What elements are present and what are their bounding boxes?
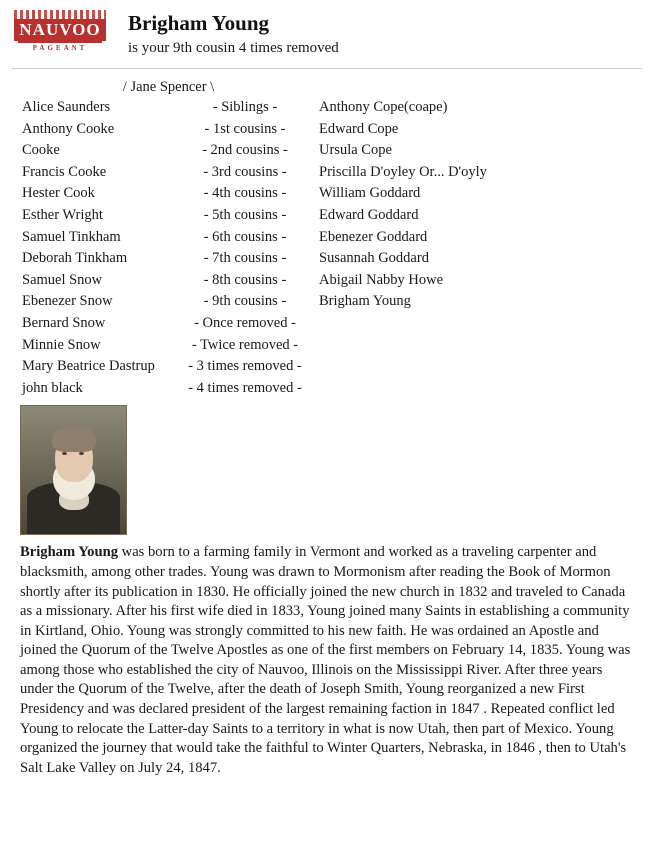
portrait-of-brigham-young — [20, 405, 127, 535]
relationship-row — [0, 119, 654, 141]
ancestor-name-left: Ebenezer Snow — [22, 293, 113, 310]
relationship-degree-label: - 4th cousins - — [203, 185, 287, 202]
ancestor-name-left: Minnie Snow — [22, 336, 101, 353]
relationship-chart-header — [0, 77, 654, 97]
relationship-row — [0, 335, 654, 357]
relationship-summary: is your 9th cousin 4 times removed — [128, 40, 339, 56]
relationship-degree-label: - 5th cousins - — [203, 206, 287, 223]
ancestor-name-left: Deborah Tinkham — [22, 250, 128, 267]
page-header — [0, 0, 654, 62]
relationship-degree-label: - 9th cousins - — [203, 293, 287, 310]
relationship-row — [0, 227, 654, 249]
ancestor-name-left: Esther Wright — [22, 206, 103, 223]
ancestor-name-left: john black — [22, 379, 83, 396]
relationship-row — [0, 291, 654, 313]
relationship-degree-label: - Siblings - — [212, 99, 278, 115]
relationship-degree-label: - Once removed - — [194, 314, 296, 331]
relationship-row — [0, 183, 654, 205]
relationship-row — [0, 356, 654, 378]
ancestor-name-left: Samuel Snow — [22, 271, 103, 288]
page-title: Brigham Young — [128, 11, 270, 35]
logo-stripes — [14, 10, 106, 19]
ancestor-name-right: Anthony Cope(coape) — [319, 99, 448, 115]
relationship-row — [0, 205, 654, 227]
title-block — [128, 8, 339, 59]
relationship-row — [0, 97, 654, 119]
ancestor-name-right: Ursula Cope — [319, 142, 392, 159]
ancestor-name-right: Ebenezer Goddard — [319, 228, 428, 245]
ancestor-name-left: Samuel Tinkham — [22, 228, 121, 245]
nauvoo-pageant-logo — [14, 10, 106, 56]
ancestor-name-right: Brigham Young — [319, 293, 411, 310]
biography-body: was born to a farming family in Vermont and worked as a traveling carpenter and blacksmith, among other trades. Young was drawn to Mormonism after reading the Book of Mormon shortly after its publication in 1830. He officially joined the new church in 1832 and traveled to Canada as a missionary. After his first wife died in 1833, Young joined many Saints in establishing a community in Kirtland, Ohio. Young was strongly committed to his new faith. He was ordained an Apostle and joined the Quorum of the Twelve Apostles as one of the first members on February 14, 1835. Young was among those who established the city of Nauvoo, Illinois on the Mississippi River. After three years under the Quorum of the Twelve, after the death of Joseph Smith, Young reorganized a new First Presidency and was declared president of the largest remaining faction in 1847 . Repeated conflict led Young to relocate the Latter-day Saints to a territory in what is now Utah, then part of Mexico. Young organized the journey that would take the faithful to Winter Quarters, Nebraska, in 1846 , then to Utah's Salt Lake Valley on July 24, 1847. — [20, 544, 631, 776]
portrait-area — [0, 399, 654, 535]
ancestor-name-left: Cooke — [22, 142, 60, 159]
ancestor-name-right: Priscilla D'oyley Or... D'oyly — [319, 163, 487, 180]
relationship-row — [0, 270, 654, 292]
ancestor-name-left: Bernard Snow — [22, 314, 106, 331]
common-ancestor-label: / Jane Spencer \ — [122, 79, 215, 95]
ancestor-name-left: Alice Saunders — [22, 99, 111, 115]
ancestor-name-left: Anthony Cooke — [22, 120, 115, 137]
relationship-row — [0, 248, 654, 270]
relationship-degree-label: - 3rd cousins - — [203, 163, 287, 180]
ancestor-name-left: Francis Cooke — [22, 163, 107, 180]
relationship-row — [0, 140, 654, 162]
relationship-degree-label: - 4 times removed - — [188, 379, 302, 396]
relationship-row — [0, 378, 654, 400]
relationship-degree-label: - 1st cousins - — [204, 120, 286, 137]
ancestor-name-right: William Goddard — [319, 185, 421, 202]
relationship-degree-label: - 8th cousins - — [203, 271, 287, 288]
ancestor-name-left: Hester Cook — [22, 185, 95, 202]
relationship-degree-label: - Twice removed - — [191, 336, 299, 353]
relationship-chart — [0, 69, 654, 399]
ancestor-name-right: Susannah Goddard — [319, 250, 429, 267]
relationship-degree-label: - 7th cousins - — [203, 250, 287, 267]
ancestor-name-left: Mary Beatrice Dastrup — [22, 358, 155, 375]
relationship-degree-label: - 6th cousins - — [203, 228, 287, 245]
biography-lead-name: Brigham Young — [20, 544, 118, 561]
ancestor-name-right: Edward Goddard — [319, 206, 419, 223]
portrait-hair — [52, 426, 96, 452]
relationship-row — [0, 162, 654, 184]
biography-text — [0, 535, 654, 778]
logo-subtitle: PAGEANT — [14, 43, 106, 54]
ancestor-name-right: Abigail Nabby Howe — [319, 271, 444, 288]
logo-wordmark: NAUVOO — [14, 19, 106, 41]
relationship-row — [0, 313, 654, 335]
relationship-rows — [0, 97, 654, 399]
ancestor-name-right: Edward Cope — [319, 120, 399, 137]
relationship-degree-label: - 2nd cousins - — [202, 142, 288, 159]
relationship-degree-label: - 3 times removed - — [188, 358, 302, 375]
